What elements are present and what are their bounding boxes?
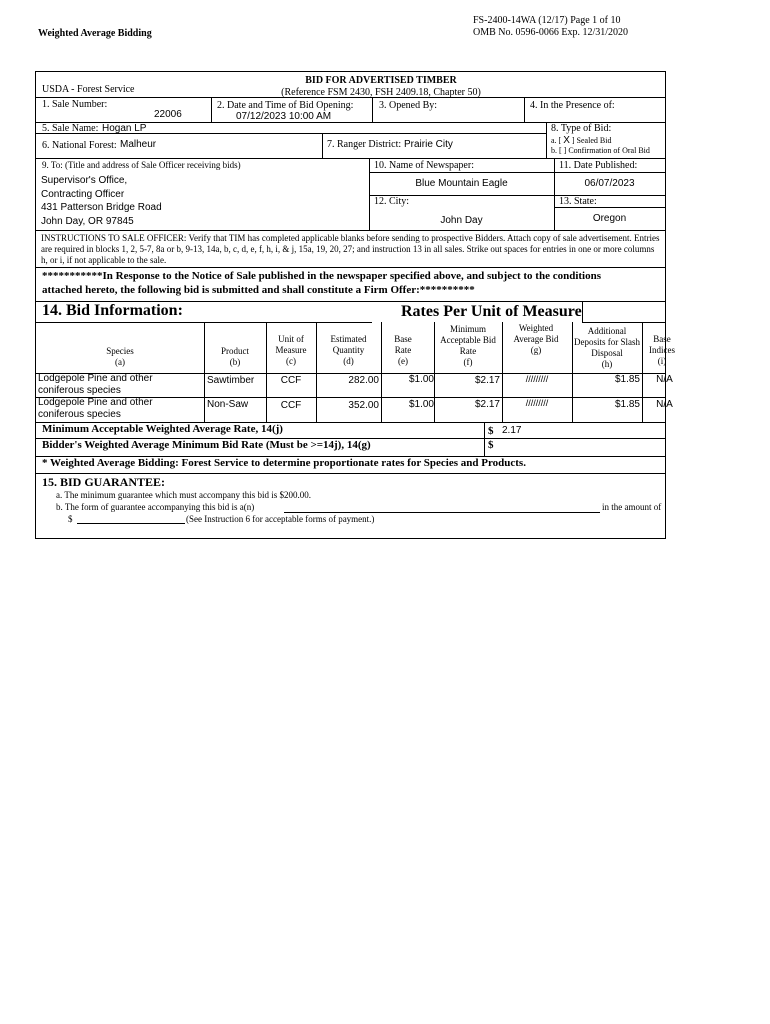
form-title: BID FOR ADVERTISED TIMBER	[305, 75, 457, 86]
response-line-2: attached hereto, the following bid is submitted and shall constitute a Firm Offer:**********	[42, 284, 475, 296]
bid-type-label: 8. Type of Bid:	[551, 123, 612, 134]
min-weighted-rate-currency: $	[488, 425, 494, 437]
bid-type-oral[interactable]: b. [ ] Confirmation of Oral Bid	[551, 146, 650, 155]
weighted-bidding-note: * Weighted Average Bidding: Forest Service to determine proportionate rates for Species and Products.	[42, 457, 526, 469]
bidder-rate-label: Bidder's Weighted Average Minimum Bid Rate (Must be >=14j), 14(g)	[42, 439, 371, 451]
cell-indices[interactable]: N/A	[656, 374, 673, 385]
bidder-rate-currency: $	[488, 439, 494, 451]
city-value[interactable]: John Day	[440, 215, 483, 226]
col-weighted-header: Weighted Average Bid (g)	[513, 323, 559, 355]
to-label: 9. To: (Title and address of Sale Officer receiving bids)	[42, 160, 241, 170]
guarantee-line-b-suffix: in the amount of	[602, 502, 662, 512]
sale-number-label: 1. Sale Number:	[42, 99, 108, 110]
col-unit-header: Unit of Measure (c)	[275, 334, 307, 366]
cell-product[interactable]: Non-Saw	[207, 399, 249, 410]
presence-label: 4. In the Presence of:	[530, 100, 615, 111]
bid-opening-value[interactable]: 07/12/2023 10:00 AM	[236, 111, 332, 122]
min-weighted-rate-value[interactable]: 2.17	[502, 425, 522, 436]
min-weighted-rate-label: Minimum Acceptable Weighted Average Rate, 14(j)	[42, 423, 283, 435]
col-deposits-header: Additional Deposits for Slash Disposal (h)	[574, 326, 640, 369]
cell-quantity[interactable]: 352.00	[348, 400, 379, 411]
col-indices-header: Base Indices (i)	[649, 334, 675, 366]
col-species-header: Species (a)	[106, 346, 134, 367]
state-value[interactable]: Oregon	[592, 213, 627, 224]
published-value[interactable]: 06/07/2023	[584, 178, 635, 189]
response-line-1: ***********In Response to the Notice of Sale published in the newspaper specified above, and subject to the conditions	[42, 270, 602, 282]
guarantee-amount-prefix: $	[68, 514, 73, 524]
col-quantity-header: Estimated Quantity (d)	[330, 334, 367, 366]
forest-value[interactable]: Malheur	[120, 139, 157, 150]
district-label: 7. Ranger District:	[327, 139, 402, 150]
newspaper-value[interactable]: Blue Mountain Eagle	[415, 178, 508, 189]
bid-type-sealed[interactable]: a. [ X ] Sealed Bid	[551, 135, 612, 146]
guarantee-line-b-prefix: b. The form of guarantee accompanying this bid is a(n)	[56, 502, 255, 512]
sale-name-value[interactable]: Hogan LP	[102, 123, 147, 134]
col-base-rate-header: Base Rate (e)	[394, 334, 412, 366]
guarantee-heading: 15. BID GUARANTEE:	[42, 475, 166, 489]
cell-indices[interactable]: N/A	[656, 399, 673, 410]
cell-species[interactable]: Lodgepole Pine and other coniferous species	[38, 373, 153, 396]
forest-label: 6. National Forest:	[42, 140, 117, 151]
state-label: 13. State:	[559, 196, 597, 207]
to-address-line: 431 Patterson Bridge Road	[41, 202, 162, 213]
city-label: 12. City:	[374, 196, 410, 207]
guarantee-line-c-suffix: (See Instruction 6 for acceptable forms of payment.)	[186, 514, 375, 524]
guarantee-amount-blank[interactable]	[77, 523, 185, 524]
newspaper-label: 10. Name of Newspaper:	[374, 160, 474, 171]
opened-by-label: 3. Opened By:	[379, 100, 438, 111]
bid-form: BID FOR ADVERTISED TIMBER (Reference FSM 2430, FSH 2409.18, Chapter 50) USDA - Forest Service 1. Sale Number: 22006 2. Date and Time of Bid Opening: 07/12/2023 10:00 AM 3. Opened By: 4. In the Presence of: 5. Sale Name: Hogan LP 8. Type of Bid: a. [ X ] Sealed Bid b. [ ] Confirmation of Oral Bid 6. National Forest: Malheur 7. Ranger District: Prairie City 9. To: (Title and address of Sale Officer receiving bids) Supervisor's Office, Contracting Officer 431 Patterson Bridge Road John Day, OR 97845 10. Name of Newspaper: Blue Mountain Eagle 11. Date Published: 06/07/2023 12. City: John Day 13. State: Oregon INSTRUCTIONS TO SALE OFFICER: Verify that TIM has completed applicable blanks before sending to prospective Bidders. Attach copy of sale advertisement. Entries are required in blocks 1, 2, 5-7, 8a or b, 9-13, 14a, b, c, d, e, f, h, i, & j, 15a, 19, 20, 27; and instruction 13 in all sales. Strike out spaces for entries in one or more columns h, or i, if not applicable to the sale. ***********In Response to the Notice of Sale published in the newspaper specified above, and subject to the conditions attached hereto, the following bid is submitted and shall constitute a Firm Offer:********** 14. Bid Information: Rates Per Unit of Measure Species (a) Product (b) Unit of Measure (c) Estimated Quantity (d) Base Rate (e) Minimum Acceptable Bid Rate (f) Weighted Average Bid (g) Additional Deposits for Slash Disposal (h) Base Indices (i) Lodgepole Pine and other coniferous species Sawtimber CCF 282.00 $1.00 $2.17 ///////// $1.85 N/A Lodgepole Pine and other coniferous species Non-Saw CCF 352.00 $1.00 $2.17 ///////// $1.85 N/A Minimum Acceptable Weighted Average Rate, 14(j) $ 2.17 Bidder's Weighted Average Minimum Bid Rate (Must be >=14j), 14(g) $ * Weighted Average Bidding: Forest Service to determine proportionate rates for Species and Products. 15. BID GUARANTEE: a. The minimum guarantee which must accompany this bid is $200.00. b. The form of guarantee accompanying this bid is a(n) in the amount of $ (See Instruction 6 for acceptable forms of payment.)	[35, 71, 666, 539]
cell-species[interactable]: Lodgepole Pine and other coniferous species	[38, 397, 153, 420]
to-address-line: John Day, OR 97845	[41, 215, 134, 227]
omb-number: OMB No. 0596-0066 Exp. 12/31/2020	[473, 27, 628, 38]
rates-heading: Rates Per Unit of Measure	[401, 303, 582, 320]
cell-quantity[interactable]: 282.00	[348, 375, 379, 386]
cell-weighted[interactable]: /////////	[525, 374, 549, 384]
cell-weighted[interactable]: /////////	[525, 398, 549, 408]
agency: USDA - Forest Service	[42, 84, 135, 95]
cell-unit[interactable]: CCF	[280, 400, 302, 411]
document-title: Weighted Average Bidding	[38, 28, 152, 39]
cell-unit[interactable]: CCF	[280, 375, 302, 386]
bid-type-sealed-mark: X	[563, 135, 570, 146]
bid-opening-label: 2. Date and Time of Bid Opening:	[217, 100, 354, 111]
published-label: 11. Date Published:	[559, 160, 638, 171]
to-address[interactable]	[41, 174, 231, 228]
col-product-header: Product (b)	[221, 346, 249, 367]
to-address-line: Contracting Officer	[41, 188, 125, 200]
form-reference: (Reference FSM 2430, FSH 2409.18, Chapter 50)	[281, 87, 481, 98]
guarantee-form-blank[interactable]	[284, 512, 600, 513]
sale-number-value[interactable]: 22006	[154, 109, 182, 120]
cell-product[interactable]: Sawtimber	[207, 375, 255, 386]
guarantee-line-a: a. The minimum guarantee which must accompany this bid is $200.00.	[56, 490, 312, 500]
instructions: INSTRUCTIONS TO SALE OFFICER: Verify that TIM has completed applicable blanks before sending to prospective Bidders. Attach copy of sale advertisement. Entries are required in blocks 1, 2, 5-7, 8a or b, 9-13, 14a, b, c, d, e, f, h, i, & j, 15a, 19, 20, 27; and instruction 13 in all sales. Strike out spaces for entries in one or more columns h, or i, if not applicable to the sale.	[41, 233, 660, 265]
to-address-line: Supervisor's Office,	[41, 175, 128, 186]
form-id: FS-2400-14WA (12/17) Page 1 of 10	[473, 15, 621, 26]
sale-name-label: 5. Sale Name:	[42, 123, 99, 134]
col-min-rate-header: Minimum Acceptable Bid Rate (f)	[440, 324, 496, 367]
district-value[interactable]: Prairie City	[404, 139, 453, 150]
bid-info-heading: 14. Bid Information:	[42, 302, 183, 319]
